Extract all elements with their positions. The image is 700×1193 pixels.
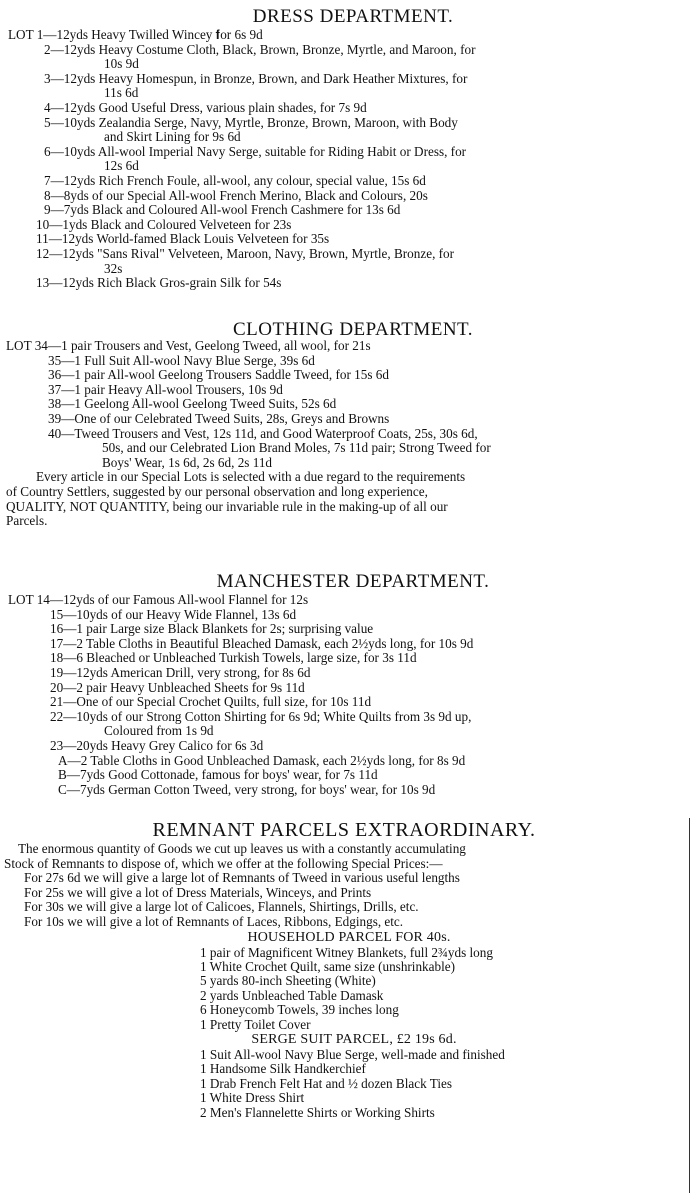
dress-lot-4: 4—12yds Good Useful Dress, various plain shades, for 7s 9d [44,100,367,115]
dress-lot-13: 13—12yds Rich Black Gros-grain Silk for 54s [36,276,282,291]
dress-lot-9: 9—7yds Black and Coloured All-wool French Cashmere for 13s 6d [44,203,401,218]
clothing-lot-36: 36—1 pair All-wool Geelong Trousers Saddle Tweed, for 15s 6d [48,368,389,383]
manchester-lot-22: 22—10yds of our Strong Cotton Shirting for 6s 9d; White Quilts from 3s 9d up, [50,709,472,724]
dress-lot-6-cont: 12s 6d [104,159,139,174]
remnant-offer-2: For 25s we will give a lot of Dress Materials, Winceys, and Prints [24,885,372,900]
serge-suit-parcel-title: SERGE SUIT PARCEL, £2 19s 6d. [251,1032,457,1047]
manchester-lot-16: 16—1 pair Large size Black Blankets for 2s; surprising value [50,622,374,637]
manchester-lot-17: 17—2 Table Cloths in Beautiful Bleached Damask, each 2½yds long, for 10s 9d [50,636,474,651]
dress-lot-3: 3—12yds Heavy Homespun, in Bronze, Brown, and Dark Heather Mixtures, for [44,71,468,86]
dress-lot-8: 8—8yds of our Special All-wool French Merino, Black and Colours, 20s [44,188,428,203]
clothing-paragraph-line-3: QUALITY, NOT QUANTITY, being our invariable rule in the making-up of all our [6,499,448,514]
dress-lot-2: 2—12yds Heavy Costume Cloth, Black, Brown, Bronze, Myrtle, and Maroon, for [44,42,476,57]
remnant-intro-line-1: The enormous quantity of Goods we cut up leaves us with a constantly accumulating [18,842,466,856]
manchester-lot-23: 23—20yds Heavy Grey Calico for 6s 3d [50,738,264,753]
household-item-3: 5 yards 80-inch Sheeting (White) [200,973,376,989]
remnant-parcels-title: REMNANT PARCELS EXTRAORDINARY. [152,819,536,841]
clothing-lot-40: 40—Tweed Trousers and Vest, 12s 11d, and Good Waterproof Coats, 25s, 30s 6d, [48,426,478,441]
dress-lot-6: 6—10yds All-wool Imperial Navy Serge, suitable for Riding Habit or Dress, for [44,144,467,159]
dress-lot-12-cont: 32s [104,261,123,276]
column-rule [689,818,690,1193]
manchester-lot-20: 20—2 pair Heavy Unbleached Sheets for 9s 11d [50,680,305,695]
dress-lot-1: LOT 1—12yds Heavy Twilled Wincey 𝐟or 6s 9d [8,28,263,42]
household-parcel-title: HOUSEHOLD PARCEL FOR 40s. [247,929,451,945]
serge-item-5: 2 Men's Flannelette Shirts or Working Shirts [200,1104,435,1120]
manchester-lot-18: 18—6 Bleached or Unbleached Turkish Towels, large size, for 3s 11d [50,651,417,666]
dress-lot-7: 7—12yds Rich French Foule, all-wool, any colour, special value, 15s 6d [44,173,426,188]
clothing-lot-38: 38—1 Geelong All-wool Geelong Tweed Suits, 52s 6d [48,397,337,412]
remnant-parcels-section [4,818,684,1120]
serge-item-2: 1 Handsome Silk Handkerchief [200,1061,366,1077]
clothing-department-title: CLOTHING DEPARTMENT. [232,319,474,340]
dress-lot-11: 11—12yds World-famed Black Louis Velveteen for 35s [36,232,330,247]
manchester-lot-14: LOT 14—12yds of our Famous All-wool Flannel for 12s [8,593,309,607]
dress-department-section [8,6,698,291]
clothing-paragraph-line-2: of Country Settlers, suggested by our personal observation and long experience, [6,484,428,499]
manchester-lot-19: 19—12yds American Drill, very strong, for 8s 6d [50,665,311,680]
manchester-lot-21: 21—One of our Special Crochet Quilts, full size, for 10s 11d [50,695,372,710]
dress-lot-10: 10—1yds Black and Coloured Velveteen for 23s [36,217,292,232]
clothing-paragraph-line-4: Parcels. [6,514,48,529]
remnant-offer-1: For 27s 6d we will give a large lot of Remnants of Tweed in various useful lengths [24,871,460,886]
dress-lot-5-cont: and Skirt Lining for 9s 6d [104,130,241,145]
serge-item-1: 1 Suit All-wool Navy Blue Serge, well-made and finished [200,1047,505,1062]
serge-item-3: 1 Drab French Felt Hat and ½ dozen Black Ties [200,1075,452,1091]
dress-department-title: DRESS DEPARTMENT. [252,6,454,27]
dress-lot-12: 12—12yds "Sans Rival" Velveteen, Maroon, Navy, Brown, Myrtle, Bronze, for [36,246,455,261]
clothing-lot-40-cont-2: Boys' Wear, 1s 6d, 2s 6d, 2s 11d [102,455,273,470]
clothing-lot-35: 35—1 Full Suit All-wool Navy Blue Serge, 39s 6d [48,353,315,368]
remnant-intro-line-2: Stock of Remnants to dispose of, which we offer at the following Special Prices:— [4,856,443,871]
clothing-lot-40-cont-1: 50s, and our Celebrated Lion Brand Moles, 7s 11d pair; Strong Tweed for [102,441,491,456]
manchester-lot-a: A—2 Table Cloths in Good Unbleached Damask, each 2½yds long, for 8s 9d [58,753,466,768]
manchester-lot-c: C—7yds German Cotton Tweed, very strong, for boys' wear, for 10s 9d [58,782,436,797]
clothing-department-section [6,319,700,529]
household-item-1: 1 pair of Magnificent Witney Blankets, full 2¾yds long [200,944,493,960]
dress-lot-5: 5—10yds Zealandia Serge, Navy, Myrtle, Bronze, Brown, Maroon, with Body [44,115,458,130]
manchester-department-section [8,571,698,797]
household-item-5: 6 Honeycomb Towels, 39 inches long [200,1002,399,1018]
household-item-6: 1 Pretty Toilet Cover [200,1016,311,1032]
manchester-lot-15: 15—10yds of our Heavy Wide Flannel, 13s 6d [50,607,297,622]
remnant-offer-4: For 10s we will give a lot of Remnants of Laces, Ribbons, Edgings, etc. [24,914,404,929]
clothing-lot-34: LOT 34—1 pair Trousers and Vest, Geelong Tweed, all wool, for 21s [6,339,371,353]
dress-lot-3-cont: 11s 6d [104,86,139,101]
serge-item-4: 1 White Dress Shirt [200,1090,305,1106]
dress-lot-2-cont: 10s 9d [104,57,139,72]
clothing-paragraph-line-1: Every article in our Special Lots is selected with a due regard to the requirements [36,470,466,485]
clothing-lot-37: 37—1 pair Heavy All-wool Trousers, 10s 9d [48,382,283,397]
household-item-4: 2 yards Unbleached Table Damask [200,987,384,1003]
clothing-lot-39: 39—One of our Celebrated Tweed Suits, 28s, Greys and Browns [48,411,390,426]
remnant-offer-3: For 30s we will give a large lot of Calicoes, Flannels, Shirtings, Drills, etc. [24,900,419,915]
manchester-department-title: MANCHESTER DEPARTMENT. [216,571,490,592]
manchester-lot-22-cont: Coloured from 1s 9d [104,724,214,739]
manchester-lot-b: B—7yds Good Cottonade, famous for boys' wear, for 7s 11d [58,768,378,783]
household-item-2: 1 White Crochet Quilt, same size (unshrinkable) [200,958,456,974]
